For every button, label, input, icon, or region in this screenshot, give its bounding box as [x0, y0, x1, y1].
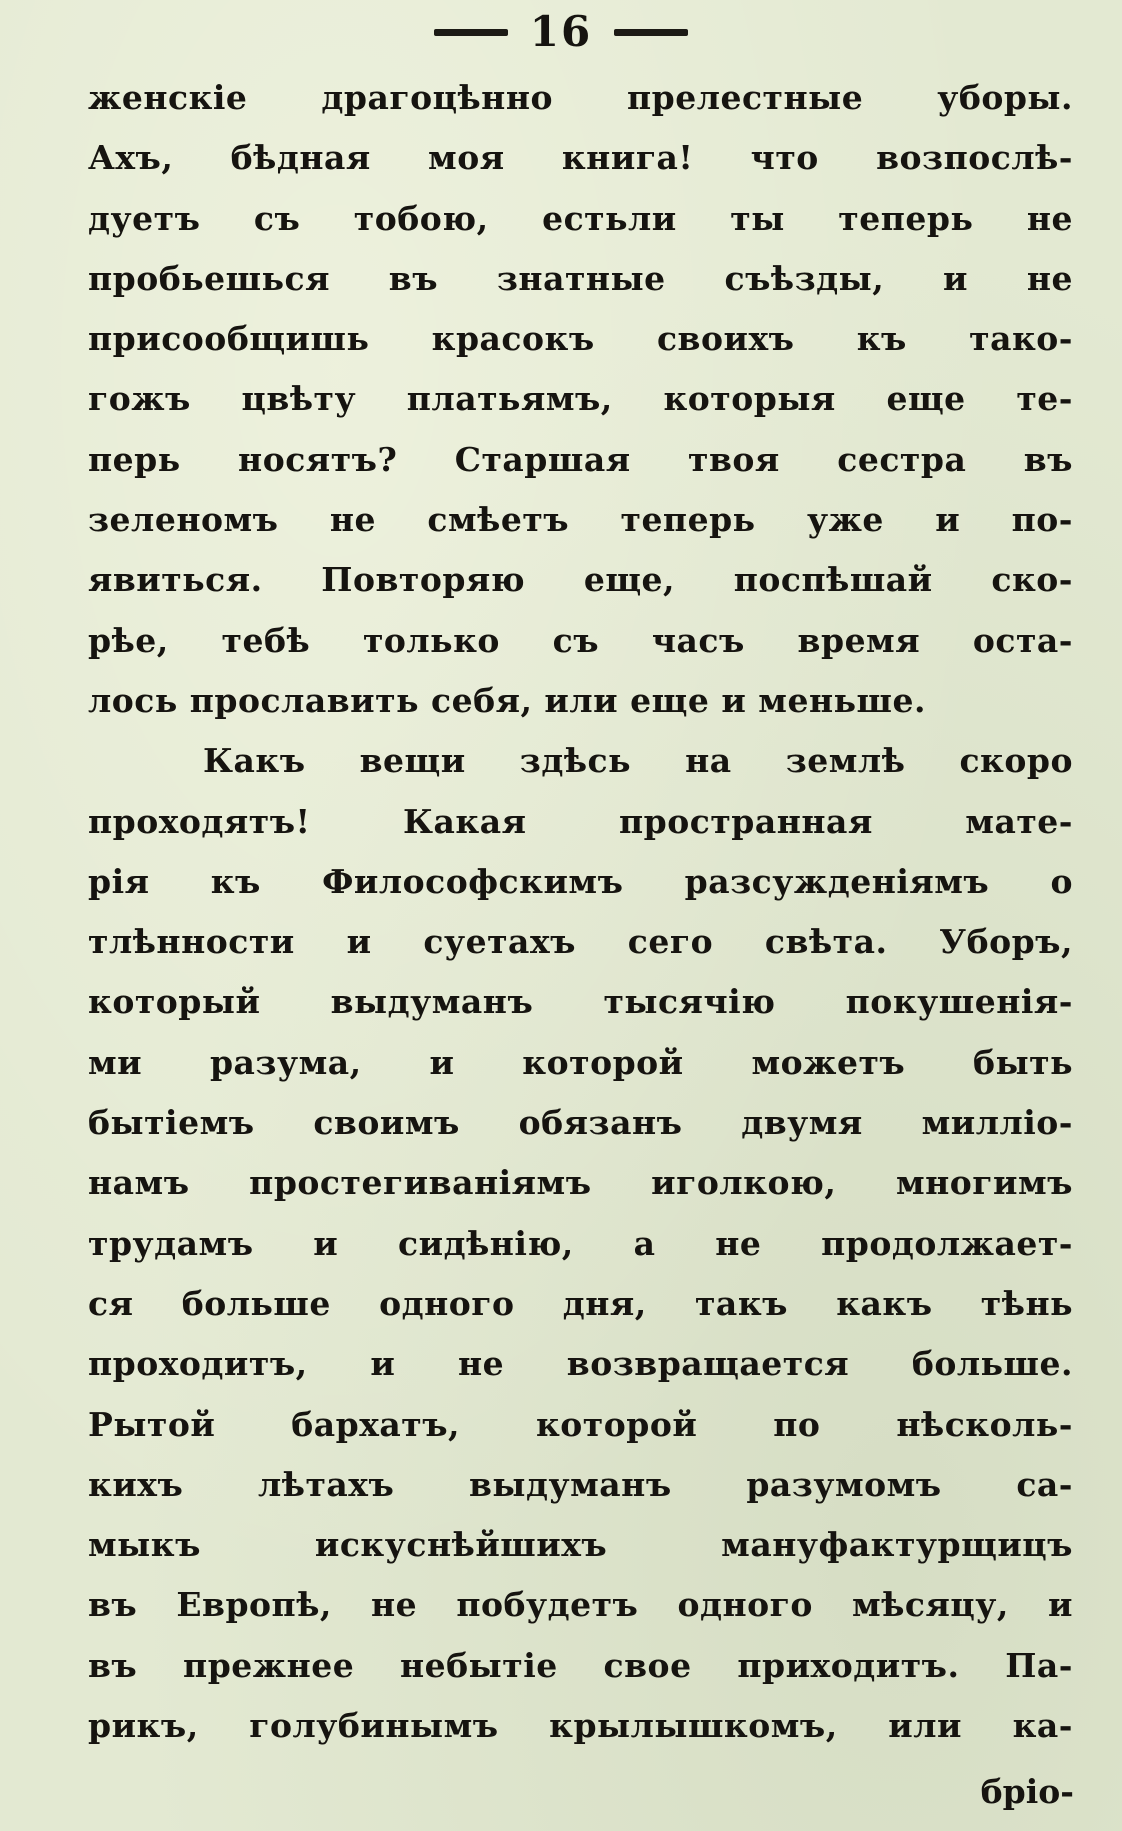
page-header: [0, 8, 1122, 56]
page-number: 16: [529, 7, 593, 56]
text-line: ся больше одного дня, такъ какъ тѣнь: [88, 1283, 1073, 1323]
text-line: присообщишь красокъ своихъ къ тако-: [88, 319, 1073, 359]
paragraph-start-line: Какъ вещи здѣсь на землѣ скоро: [203, 741, 1073, 781]
text-line: женскіе драгоцѣнно прелестные уборы.: [88, 78, 1073, 117]
text-line: проходитъ, и не возвращается больше.: [88, 1344, 1073, 1384]
text-line: въ Европѣ, не побудетъ одного мѣсяцу, и: [88, 1585, 1073, 1625]
text-line: явиться. Повторяю еще, поспѣшай ско-: [88, 560, 1073, 600]
text-line: намъ простегиваніямъ иголкою, многимъ: [88, 1163, 1073, 1203]
text-line: рѣе, тебѣ только съ часъ время оста-: [88, 620, 1073, 660]
text-line: гожъ цвѣту платьямъ, которыя еще те-: [88, 379, 1073, 419]
text-line: мыкъ искуснѣйшихъ мануфактурщицъ: [88, 1525, 1073, 1565]
catchword-area: [981, 1768, 1074, 1816]
text-line: трудамъ и сидѣнію, а не продолжает-: [88, 1223, 1073, 1263]
text-line: бытіемъ своимъ обязанъ двумя милліо-: [88, 1103, 1073, 1143]
text-line: перь носятъ? Старшая твоя сестра въ: [88, 439, 1073, 479]
text-line: пробьешься въ знатные съѣзды, и не: [88, 258, 1073, 298]
catchword: бріо-: [980, 1772, 1074, 1811]
text-line: дуетъ съ тобою, естьли ты теперь не: [88, 198, 1073, 238]
text-line: рія къ Философскимъ разсужденіямъ о: [88, 861, 1073, 901]
body-text: [88, 68, 1073, 1756]
header-rule-left: [434, 29, 508, 36]
header-rule-right: [614, 29, 688, 36]
text-line: кихъ лѣтахъ выдуманъ разумомъ са-: [88, 1464, 1073, 1504]
text-line: ми разума, и которой можетъ быть: [88, 1042, 1073, 1082]
text-line: въ прежнее небытіе свое приходитъ. Па-: [88, 1645, 1073, 1685]
text-line: Рытой бархатъ, которой по нѣсколь-: [88, 1404, 1073, 1444]
text-line: который выдуманъ тысячію покушенія-: [88, 982, 1073, 1022]
text-line: тлѣнности и суетахъ сего свѣта. Уборъ,: [88, 922, 1073, 962]
text-line: Ахъ, бѣдная моя книга! что возпослѣ-: [88, 138, 1073, 178]
text-line: рикъ, голубинымъ крылышкомъ, или ка-: [88, 1706, 1073, 1746]
paragraph-end-line: лось прославить себя, или еще и меньше.: [88, 680, 926, 720]
text-line: зеленомъ не смѣетъ теперь уже и по-: [88, 500, 1073, 540]
text-line: проходятъ! Какая пространная мате-: [88, 801, 1073, 841]
